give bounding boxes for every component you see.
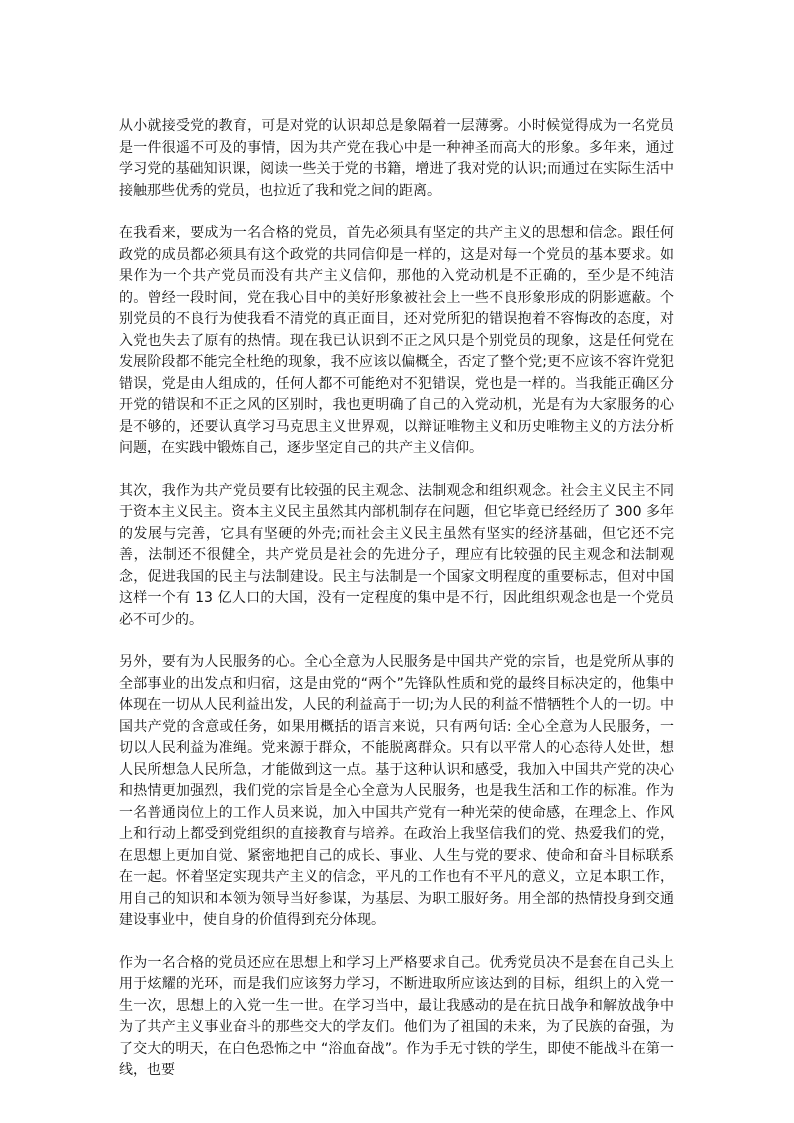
document-body — [119, 116, 674, 1103]
paragraph-study-requirements: 作为一名合格的党员还应在思想上和学习上严格要求自己。优秀党员决不是套在自己头上用于炫耀的光环，而是我们应该努力学习，不断进取所应该达到的目标，组织上的入党一生一次，思想上的入党一生一世。在学习当中，最让我感动的是在抗日战争和解放战争中为了共产主义事业奋斗的那些交大的学友们。他们为了祖国的未来，为了民族的奋强，为了交大的明天，在白色恐怖之中 “浴血奋战”。作为手无寸铁的学生，即使不能战斗在第一线，也要 — [119, 954, 674, 1078]
paragraph-communist-belief: 在我看来，要成为一名合格的党员，首先必须具有坚定的共产主义的思想和信念。跟任何政党的成员都必须具有这个政党的共同信仰是一样的，这是对每一个党员的基本要求。如果作为一个共产党员而没有共产主义信仰，那他的入党动机是不正确的，至少是不纯洁的。曾经一段时间，党在我心目中的美好形象被社会上一些不良形象形成的阴影遮蔽。个别党员的不良行为使我看不清党的真正面目，还对党所犯的错误抱着不容悔改的态度，对入党也失去了原有的热情。现在我已认识到不正之风只是个别党员的现象，这是任何党在发展阶段都不能完全杜绝的现象，我不应该以偏概全，否定了整个党;更不应该不容许党犯错误，党是由人组成的，任何人都不可能绝对不犯错误，党也是一样的。当我能正确区分开党的错误和不正之风的区别时，我也更明确了自己的入党动机，光是有为大家服务的心是不够的，还要认真学习马克思主义世界观，以辩证唯物主义和历史唯物主义的方法分析问题，在实践中锻炼自己，逐步坚定自己的共产主义信仰。 — [119, 225, 674, 456]
paragraph-intro: 从小就接受党的教育，可是对党的认识却总是象隔着一层薄雾。小时候觉得成为一名党员是一件很遥不可及的事情，因为共产党在我心中是一种神圣而高大的形象。多年来，通过学习党的基础知识课，阅读一些关于党的书籍，增进了我对党的认识;而通过在实际生活中接触那些优秀的党员，也拉近了我和党之间的距离。 — [119, 118, 674, 199]
paragraph-democracy-law: 其次，我作为共产党员要有比较强的民主观念、法制观念和组织观念。社会主义民主不同于资本主义民主。资本主义民主虽然其内部机制存在问题，但它毕竟已经经历了 300 多年的发展与完善，它具有坚硬的外壳;而社会主义民主虽然有坚实的经济基础，但它还不完善，法制还不很健全，共产党员是社会的先进分子，理应有比较强的民主观念和法制观念，促进我国的民主与法制建设。民主与法制是一个国家文明程度的重要标志，但对中国这样一个有 13 亿人口的大国，没有一定程度的集中是不行，因此组织观念也是一个党员必不可少的。 — [119, 482, 674, 628]
paragraph-serve-people: 另外，要有为人民服务的心。全心全意为人民服务是中国共产党的宗旨，也是党所从事的全部事业的出发点和归宿，这是由党的“两个”先锋队性质和党的最终目标决定的，他集中体现在一切从人民利益出发，人民的利益高于一切;为人民的利益不惜牺牲个人的一切。中国共产党的含意或任务，如果用概括的语言来说，只有两句话: 全心全意为人民服务，一切以人民利益为准绳。党来源于群众，不能脱离群众。只有以平常人的心态待人处世，想人民所想急人民所急，才能做到这一点。基于这种认识和感受，我加入中国共产党的决心和热情更加强烈，我们党的宗旨是全心全意为人民服务，也是我生活和工作的标准。作为一名普通岗位上的工作人员来说，加入中国共产党有一种光荣的使命感，在理念上、作风上和行动上都受到党组织的直接教育与培养。在政治上我坚信我们的党、热爱我们的党，在思想上更加自觉、紧密地把自己的成长、事业、人生与党的要求、使命和奋斗目标联系在一起。怀着坚定实现共产主义的信念，平凡的工作也有不平凡的意义，立足本职工作，用自己的知识和本领为领导当好参谋，为基层、为职工服好务。用全部的热情投身到交通建设事业中，使自身的价值得到充分体现。 — [119, 654, 674, 928]
